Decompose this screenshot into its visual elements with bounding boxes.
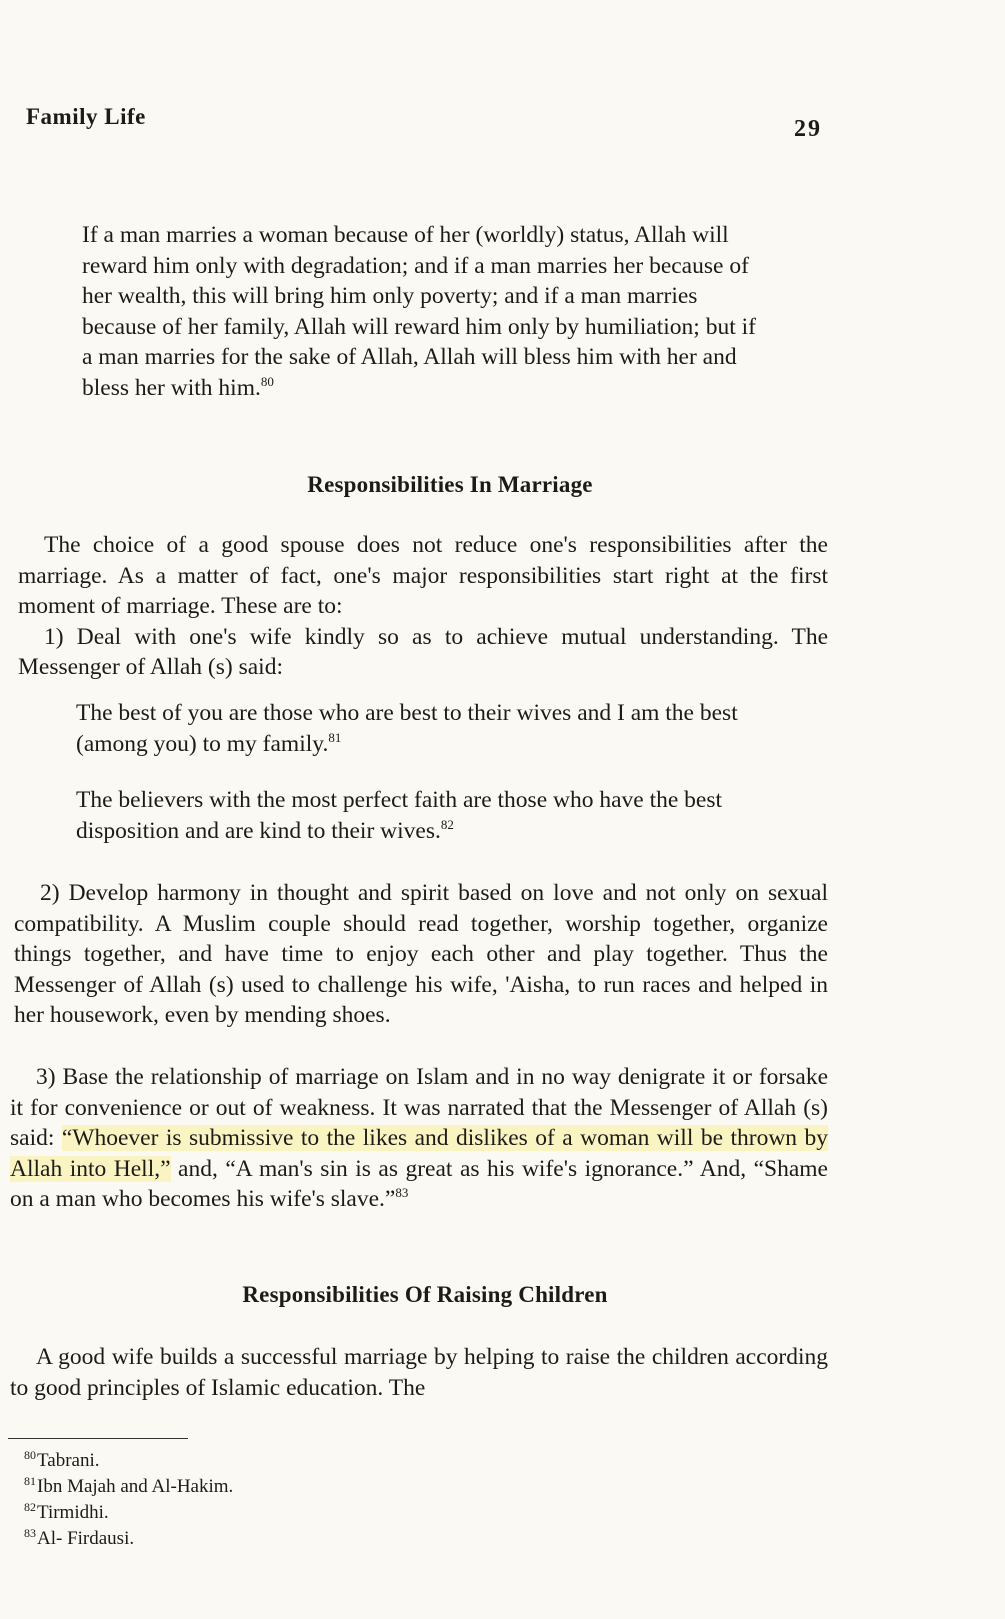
footnote xyxy=(24,1500,233,1526)
footnote-text: Tabrani. xyxy=(37,1450,100,1471)
footnote-text: Ibn Majah and Al-Hakim. xyxy=(37,1476,234,1497)
list-item: 1) Deal with one's wife kindly so as to achieve mutual understanding. The Messenger of Allah (s) said: xyxy=(18,623,828,680)
bleed-through-text xyxy=(150,80,156,106)
footnote-ref: 80 xyxy=(260,373,274,389)
footnote xyxy=(24,1526,233,1552)
item-text: and, “A man's sin is as great as his wife's ignorance.” And, “Shame on a man who becomes his wife's slave.” xyxy=(10,1155,828,1212)
footnote-number: 82 xyxy=(24,1499,36,1514)
footnote-ref: 83 xyxy=(395,1185,409,1201)
item-text: 3) Base the relationship of marriage on Islam and in no way denigrate it or forsake it for convenience or out of weakness. It was narrated that the Messenger of Allah (s) said: xyxy=(10,1064,828,1151)
quote-text: The believers with the most perfect faith are those who have the best disposition and are kind to their wives. xyxy=(76,787,723,844)
quote-text: The best of you are those who are best to their wives and I am the best (among you) to my family. xyxy=(76,700,738,757)
section-heading: Responsibilities Of Raising Children xyxy=(242,1282,608,1307)
list-item: 2) Develop harmony in thought and spirit based on love and not only on sexual compatibility. A Muslim couple should read together, worship together, organize things together, and have time to enjoy each other and play together. Thus the Messenger of Allah (s) used to challenge his wife, 'Aisha, to run races and helped in her housework, even by mending shoes. xyxy=(14,880,828,1028)
footnote-number: 81 xyxy=(24,1473,36,1488)
section-heading: Responsibilities In Marriage xyxy=(307,472,593,497)
footnote-ref: 81 xyxy=(328,729,342,745)
quote-text: If a man marries a woman because of her (worldly) status, Allah will reward him only with degradation; and if a man marries her because of her wealth, this will bring him only poverty; and if a man marries because of her family, Allah will reward him only by humiliation; but if a man marries for the sake of Allah, Allah will bless him with her and bless her with him. xyxy=(82,222,756,401)
footnote-divider xyxy=(8,1438,188,1439)
page-number: 29 xyxy=(794,116,822,142)
footnote-number: 83 xyxy=(24,1525,36,1540)
footnote-number: 80 xyxy=(24,1447,36,1462)
hadith-quote xyxy=(76,698,776,759)
highlighted-quote: “Whoever is submissive to the likes and dislikes of a woman will be thrown by Allah into Hell,” xyxy=(10,1125,828,1182)
footnotes xyxy=(24,1448,233,1552)
footnote-text: Al- Firdausi. xyxy=(37,1528,135,1549)
footnote-ref: 82 xyxy=(440,816,454,832)
footnote xyxy=(24,1474,233,1500)
list-item xyxy=(10,1062,828,1215)
running-header: Family Life xyxy=(26,104,146,129)
body-paragraph: A good wife builds a successful marriage by helping to raise the children according to good principles of Islamic education. The xyxy=(10,1344,828,1401)
hadith-quote xyxy=(76,785,776,846)
footnote xyxy=(24,1448,233,1474)
hadith-quote xyxy=(82,220,772,403)
body-paragraph xyxy=(18,530,828,683)
choice-paragraph: The choice of a good spouse does not reduce one's responsibilities after the marriage. As a matter of fact, one's major responsibilities start right at the first moment of marriage. These are to: xyxy=(18,532,828,619)
footnote-text: Tirmidhi. xyxy=(37,1502,109,1523)
